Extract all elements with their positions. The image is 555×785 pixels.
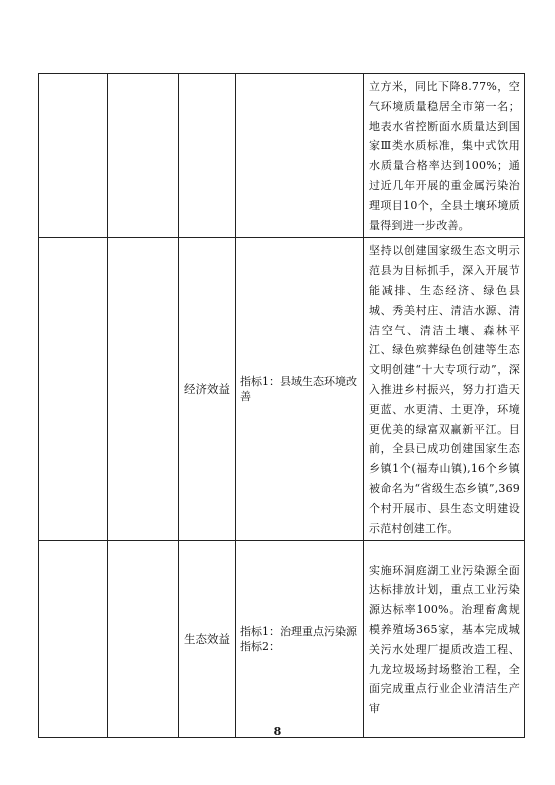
category-label: 经济效益: [184, 382, 230, 397]
table-row: [39, 541, 525, 738]
description-cell: [364, 74, 525, 238]
indicator-cell: [236, 238, 364, 541]
indicator-cell: [236, 541, 364, 738]
table-cell-empty: [108, 74, 179, 238]
description-cell: [364, 541, 525, 738]
category-cell: [179, 238, 236, 541]
category-cell: [179, 541, 236, 738]
description-text: 坚持以创建国家级生态文明示范县为目标抓手，深入开展节能减排、生态经济、绿色县城、秀美村庄、清洁水源、清洁空气、清洁土壤、森林平江、绿色殡葬绿色创建等生态文明创建“十大专项行动”，深入推进乡村振兴，努力打造天更蓝、水更清、土更净，环境更优美的绿富双赢新平江。目前，全县已成功创建国家生态乡镇1个(福寿山镇),16个乡镇被命名为“省级生态乡镇”,369个村开展市、县生态文明建设示范村创建工作。: [369, 244, 520, 535]
table-cell-empty: [108, 238, 179, 541]
table-cell-empty: [108, 541, 179, 738]
indicator-label: 指标1：治理重点污染源: [240, 625, 357, 639]
page-number: 8: [273, 725, 282, 738]
table-cell-empty: [39, 74, 108, 238]
performance-table: [38, 73, 525, 738]
description-text: 实施环洞庭湖工业污染源全面达标排放计划，重点工业污染源达标率100%。治理畜禽规模养殖场365家，基本完成城关污水处理厂提质改造工程、九龙垃圾场封场整治工程，全面完成重点行业企业清洁生产审: [369, 563, 520, 716]
table-cell-empty: [39, 541, 108, 738]
description-cell: [364, 238, 525, 541]
category-cell: [179, 74, 236, 238]
table-cell-empty: [39, 238, 108, 541]
indicator-label: 指标1：县域生态环境改善: [240, 375, 357, 404]
category-label: 生态效益: [184, 632, 230, 647]
table-row: [39, 74, 525, 238]
table-row: [39, 238, 525, 541]
description-text: 立方米，同比下降8.77%，空气环境质量稳居全市第一名；地表水省控断面水质量达到国家Ⅲ类水质标准，集中式饮用水质量合格率达到100%；通过近几年开展的重金属污染治理项目10个，全县土壤环境质量得到进一步改善。: [369, 80, 520, 232]
indicator-label: 指标2：: [240, 640, 280, 654]
indicator-cell: [236, 74, 364, 238]
